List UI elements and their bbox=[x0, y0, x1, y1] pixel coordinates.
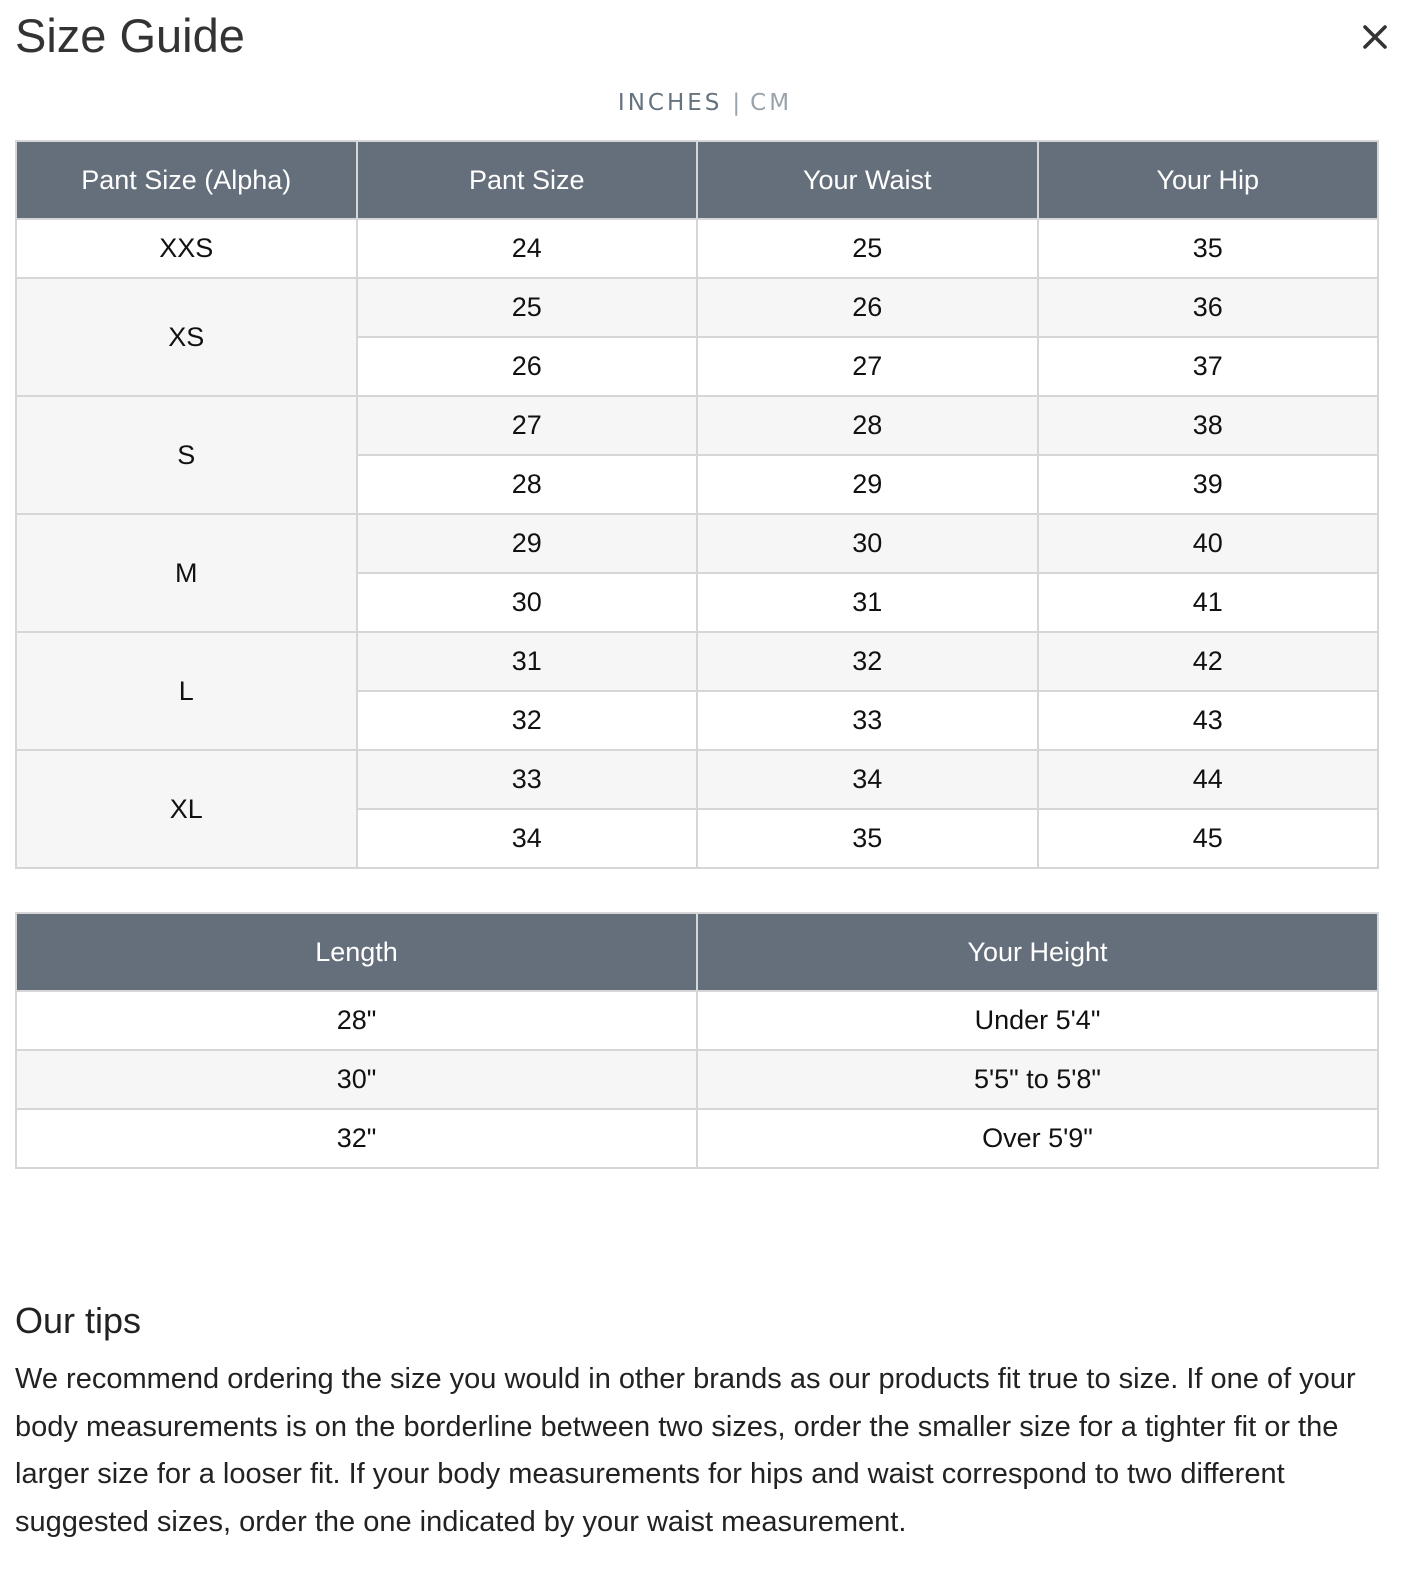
waist-cell: 35 bbox=[697, 809, 1038, 868]
height-cell: Under 5'4" bbox=[697, 991, 1378, 1050]
pant-size-cell: 24 bbox=[357, 219, 698, 278]
waist-cell: 27 bbox=[697, 337, 1038, 396]
hip-cell: 38 bbox=[1038, 396, 1379, 455]
alpha-size-cell: XS bbox=[16, 278, 357, 396]
table-row bbox=[16, 514, 1378, 573]
pant-size-cell: 32 bbox=[357, 691, 698, 750]
waist-cell: 26 bbox=[697, 278, 1038, 337]
hip-cell: 41 bbox=[1038, 573, 1379, 632]
pant-size-cell: 29 bbox=[357, 514, 698, 573]
unit-toggle bbox=[0, 90, 1410, 116]
waist-cell: 25 bbox=[697, 219, 1038, 278]
hip-cell: 45 bbox=[1038, 809, 1379, 868]
alpha-size-cell: S bbox=[16, 396, 357, 514]
alpha-size-cell: L bbox=[16, 632, 357, 750]
pant-size-cell: 34 bbox=[357, 809, 698, 868]
hip-cell: 43 bbox=[1038, 691, 1379, 750]
length-table bbox=[15, 912, 1379, 1169]
table-row bbox=[16, 278, 1378, 337]
length-cell: 30" bbox=[16, 1050, 697, 1109]
modal-title: Size Guide bbox=[15, 9, 245, 62]
table-row bbox=[16, 1050, 1378, 1109]
waist-cell: 30 bbox=[697, 514, 1038, 573]
table-row bbox=[16, 219, 1378, 278]
pant-size-cell: 25 bbox=[357, 278, 698, 337]
hip-cell: 42 bbox=[1038, 632, 1379, 691]
hip-cell: 44 bbox=[1038, 750, 1379, 809]
table-row bbox=[16, 1109, 1378, 1168]
alpha-size-cell: XL bbox=[16, 750, 357, 868]
table-row bbox=[16, 991, 1378, 1050]
height-cell: 5'5" to 5'8" bbox=[697, 1050, 1378, 1109]
alpha-size-cell: XXS bbox=[16, 219, 357, 278]
waist-cell: 28 bbox=[697, 396, 1038, 455]
alpha-size-cell: M bbox=[16, 514, 357, 632]
table-row bbox=[16, 396, 1378, 455]
unit-cm-option[interactable]: CM bbox=[750, 90, 793, 116]
height-cell: Over 5'9" bbox=[697, 1109, 1378, 1168]
pant-size-cell: 28 bbox=[357, 455, 698, 514]
waist-cell: 34 bbox=[697, 750, 1038, 809]
pant-size-cell: 26 bbox=[357, 337, 698, 396]
waist-cell: 32 bbox=[697, 632, 1038, 691]
unit-inches-option[interactable]: INCHES bbox=[617, 90, 723, 116]
size-table bbox=[15, 140, 1379, 869]
hip-cell: 39 bbox=[1038, 455, 1379, 514]
hip-cell: 35 bbox=[1038, 219, 1379, 278]
close-icon bbox=[1362, 24, 1388, 50]
close-button[interactable] bbox=[1352, 14, 1398, 60]
length-cell: 28" bbox=[16, 991, 697, 1050]
size-table-header-row bbox=[16, 141, 1378, 219]
pant-size-cell: 33 bbox=[357, 750, 698, 809]
header-your-height: Your Height bbox=[697, 913, 1378, 991]
header-your-waist: Your Waist bbox=[697, 141, 1038, 219]
pant-size-cell: 31 bbox=[357, 632, 698, 691]
waist-cell: 31 bbox=[697, 573, 1038, 632]
header-pant-size-alpha: Pant Size (Alpha) bbox=[16, 141, 357, 219]
length-cell: 32" bbox=[16, 1109, 697, 1168]
table-row bbox=[16, 750, 1378, 809]
waist-cell: 29 bbox=[697, 455, 1038, 514]
hip-cell: 40 bbox=[1038, 514, 1379, 573]
hip-cell: 37 bbox=[1038, 337, 1379, 396]
length-table-header-row bbox=[16, 913, 1378, 991]
table-row bbox=[16, 632, 1378, 691]
header-your-hip: Your Hip bbox=[1038, 141, 1379, 219]
tips-paragraph: We recommend ordering the size you would in other brands as our products fit true to size. If one of your body measurements is on the borderline between two sizes, order the smaller size for a tighter fit or the larger size for a looser fit. If your body measurements for hips and waist correspond to two different suggested sizes, order the one indicated by your waist measurement. bbox=[15, 1363, 1356, 1538]
unit-separator: | bbox=[732, 90, 741, 116]
hip-cell: 36 bbox=[1038, 278, 1379, 337]
tips-heading: Our tips bbox=[15, 1300, 142, 1341]
header-length: Length bbox=[16, 913, 697, 991]
pant-size-cell: 30 bbox=[357, 573, 698, 632]
pant-size-cell: 27 bbox=[357, 396, 698, 455]
header-pant-size: Pant Size bbox=[357, 141, 698, 219]
waist-cell: 33 bbox=[697, 691, 1038, 750]
